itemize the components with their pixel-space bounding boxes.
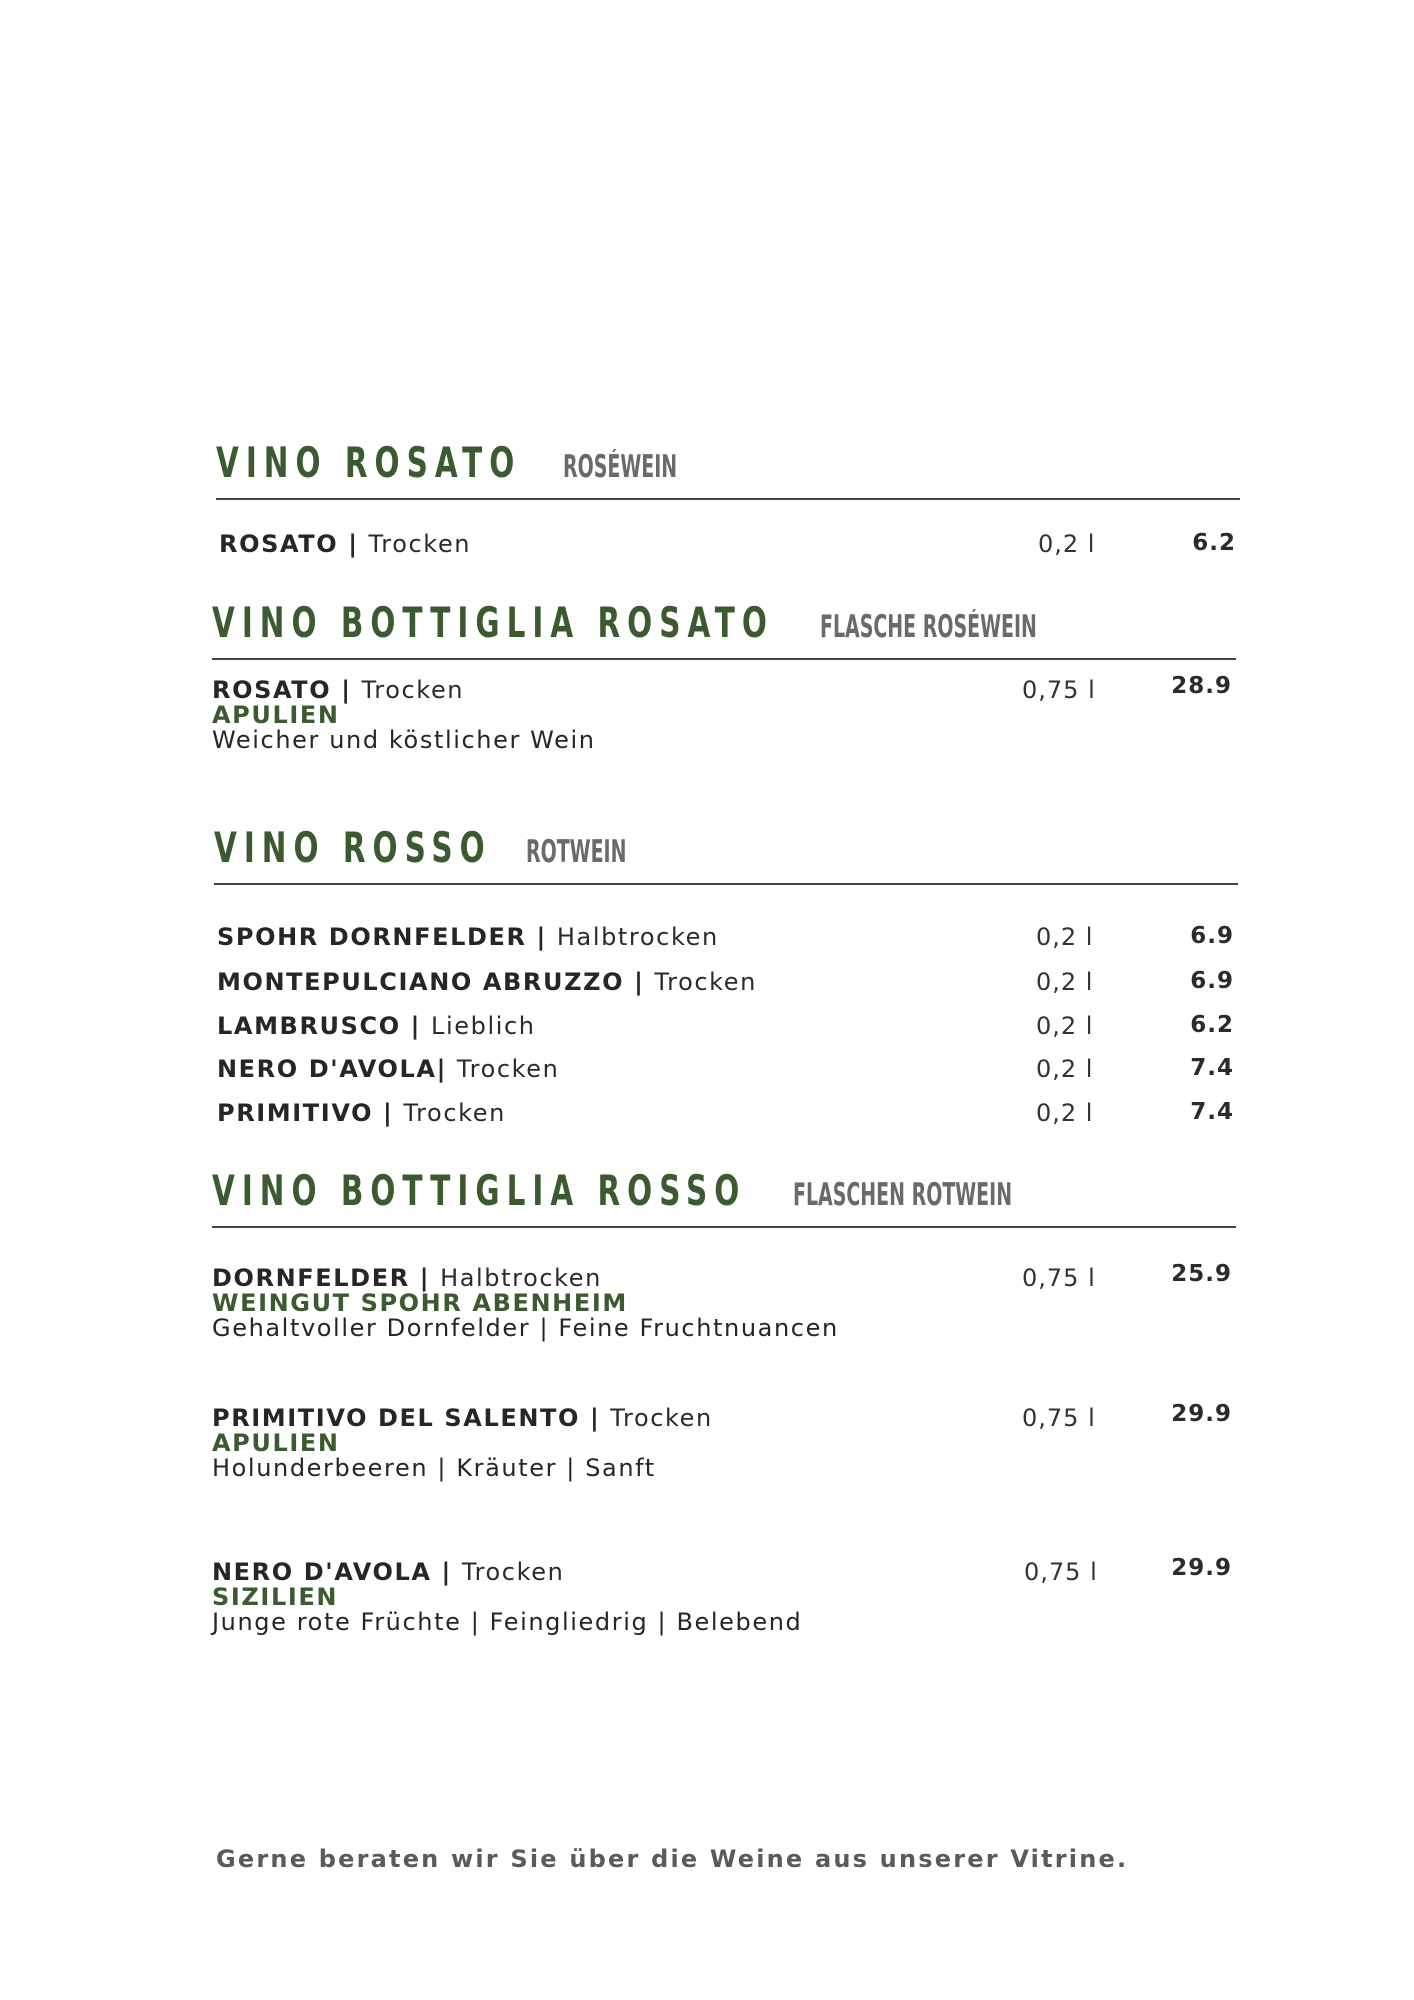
section-divider: [212, 1226, 1236, 1228]
wine-separator: |: [431, 1558, 462, 1586]
wine-region: WEINGUT SPOHR ABENHEIM: [212, 1289, 628, 1317]
wine-volume: 0,2 l: [1036, 923, 1094, 951]
wine-volume: 0,75 l: [1024, 1558, 1098, 1586]
wine-volume: 0,75 l: [1022, 1264, 1096, 1292]
wine-name: DORNFELDER: [212, 1264, 410, 1292]
section-title: VINO ROSATO: [216, 438, 522, 487]
footer-note: Gerne beraten wir Sie über die Weine aus unserer Vitrine.: [216, 1845, 1129, 1873]
section-subtitle: FLASCHE ROSÉWEIN: [820, 609, 1038, 645]
wine-description: Holunderbeeren | Kräuter | Sanft: [212, 1454, 656, 1482]
wine-entry: [212, 1261, 1236, 1342]
wine-row: [214, 923, 1238, 953]
wine-row: [214, 1012, 1238, 1042]
wine-style: Trocken: [654, 968, 757, 996]
wine-entry: [212, 1555, 1236, 1636]
wine-description: Junge rote Früchte | Feingliedrig | Belebend: [212, 1608, 803, 1636]
wine-row: [214, 1055, 1238, 1085]
wine-separator: |: [409, 1264, 441, 1292]
wine-separator: |: [338, 530, 369, 558]
wine-row: [214, 968, 1238, 998]
section-header: [216, 438, 1240, 494]
wine-style: Lieblich: [431, 1012, 536, 1040]
wine-price: 6.2: [1192, 530, 1236, 556]
wine-name: NERO D'AVOLA: [212, 1558, 432, 1586]
wine-row: [216, 530, 1240, 560]
wine-entry: [212, 1401, 1236, 1482]
section-subtitle: ROSÉWEIN: [563, 449, 678, 485]
wine-volume: 0,2 l: [1036, 968, 1094, 996]
wine-volume: 0,75 l: [1022, 676, 1096, 704]
wine-price: 25.9: [1171, 1261, 1232, 1287]
wine-price: 6.9: [1190, 968, 1234, 994]
section-header: [212, 1166, 1236, 1222]
section-vino-rosso: [214, 823, 1238, 1127]
section-title: VINO ROSSO: [214, 823, 492, 872]
wine-name-line: [219, 530, 471, 558]
wine-name-line: [217, 968, 757, 996]
section-header: [214, 823, 1238, 879]
wine-name: MONTEPULCIANO ABRUZZO: [217, 968, 625, 996]
wine-description: Gehaltvoller Dornfelder | Feine Fruchtnuancen: [212, 1314, 839, 1342]
wine-name-line: [217, 1099, 506, 1127]
wine-price: 29.9: [1171, 1555, 1232, 1581]
wine-name-line: [217, 923, 719, 951]
wine-volume: 0,2 l: [1036, 1012, 1094, 1040]
wine-name: NERO D'AVOLA: [217, 1055, 437, 1083]
wine-name: PRIMITIVO DEL SALENTO: [212, 1404, 580, 1432]
wine-separator: |: [331, 676, 362, 704]
wine-style: Trocken: [461, 1558, 565, 1586]
wine-name: ROSATO: [212, 676, 332, 704]
wine-price: 6.2: [1190, 1012, 1234, 1038]
wine-name: PRIMITIVO: [217, 1099, 374, 1127]
wine-style: Halbtrocken: [440, 1264, 602, 1292]
section-subtitle: ROTWEIN: [526, 834, 627, 870]
section-title: VINO BOTTIGLIA ROSSO: [212, 1166, 747, 1215]
wine-separator: |: [624, 968, 655, 996]
wine-separator: |: [373, 1099, 404, 1127]
section-divider: [216, 498, 1240, 500]
wine-region: APULIEN: [212, 701, 340, 729]
wine-volume: 0,2 l: [1036, 1099, 1094, 1127]
wine-name-line: [217, 1055, 559, 1083]
wine-price: 28.9: [1171, 673, 1232, 699]
wine-volume: 0,2 l: [1038, 530, 1096, 558]
wine-name: SPOHR DORNFELDER: [217, 923, 527, 951]
wine-name: LAMBRUSCO: [217, 1012, 401, 1040]
wine-name-line: [217, 1012, 536, 1040]
wine-entry: [212, 673, 1236, 754]
section-divider: [214, 883, 1238, 885]
section-title: VINO BOTTIGLIA ROSATO: [212, 598, 774, 647]
wine-style: Trocken: [456, 1055, 560, 1083]
wine-price: 7.4: [1190, 1099, 1234, 1125]
wine-price: 6.9: [1190, 923, 1234, 949]
wine-separator: |: [400, 1012, 431, 1040]
section-subtitle: FLASCHEN ROTWEIN: [793, 1177, 1013, 1213]
wine-separator: |: [436, 1055, 457, 1083]
wine-volume: 0,2 l: [1036, 1055, 1094, 1083]
wine-price: 29.9: [1171, 1401, 1232, 1427]
wine-separator: |: [526, 923, 557, 951]
wine-separator: |: [580, 1404, 611, 1432]
section-divider: [212, 658, 1236, 660]
wine-style: Trocken: [361, 676, 465, 704]
section-header: [212, 598, 1236, 654]
wine-style: Halbtrocken: [556, 923, 719, 951]
wine-price: 7.4: [1190, 1055, 1234, 1081]
wine-style: Trocken: [403, 1099, 506, 1127]
wine-style: Trocken: [610, 1404, 713, 1432]
wine-volume: 0,75 l: [1022, 1404, 1096, 1432]
section-vino-rosato: [216, 438, 1240, 558]
wine-description: Weicher und köstlicher Wein: [212, 726, 596, 754]
wine-region: SIZILIEN: [212, 1583, 339, 1611]
wine-row: [214, 1099, 1238, 1129]
wine-name: ROSATO: [219, 530, 339, 558]
wine-style: Trocken: [368, 530, 472, 558]
wine-region: APULIEN: [212, 1429, 340, 1457]
section-vino-bottiglia-rosato: [212, 598, 1236, 754]
section-vino-bottiglia-rosso: [212, 1166, 1236, 1636]
